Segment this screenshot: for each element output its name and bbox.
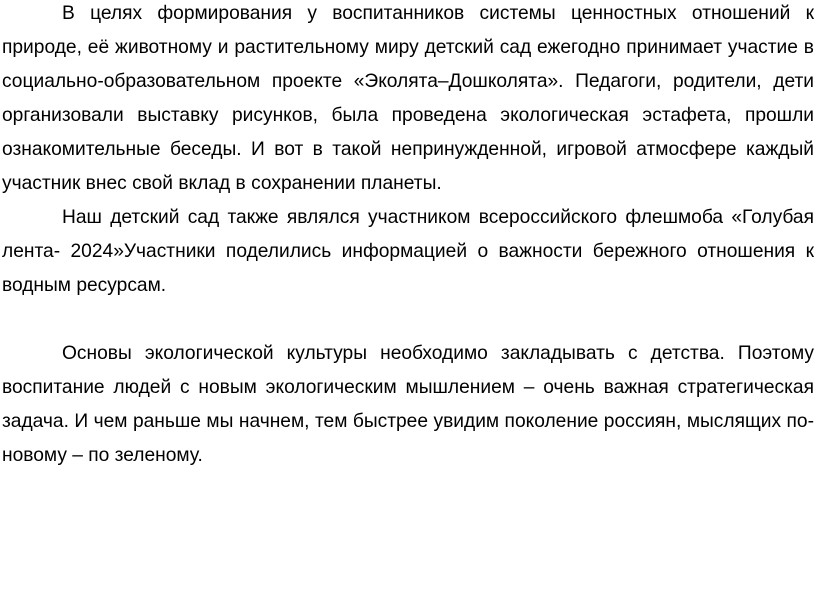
paragraph-gap xyxy=(2,303,814,337)
paragraph-ecology-project: В целях формирования у воспитанников системы ценностных отношений к природе, её животному и растительному миру детский сад ежегодно принимает участие в социально-образовательном проекте «Эколята–Дошколята». Педагоги, родители, дети организовали выставку рисунков, была проведена экологическая эстафета, прошли ознакомительные беседы. И вот в такой непринужденной, игровой атмосфере каждый участник внес свой вклад в сохранении планеты. xyxy=(2,3,814,194)
paragraph-blue-ribbon-flashmob: Наш детский сад также являлся участником всероссийского флешмоба «Голубая лента- 2024»Участники поделились информацией о важности бережного отношения к водным ресурсам. xyxy=(2,207,814,296)
paragraph-ecological-culture: Основы экологической культуры необходимо закладывать с детства. Поэтому воспитание людей с новым экологическим мышлением – очень важная стратегическая задача. И чем раньше мы начнем, тем быстрее увидим поколение россиян, мыслящих по-новому – по зеленому. xyxy=(2,343,814,466)
